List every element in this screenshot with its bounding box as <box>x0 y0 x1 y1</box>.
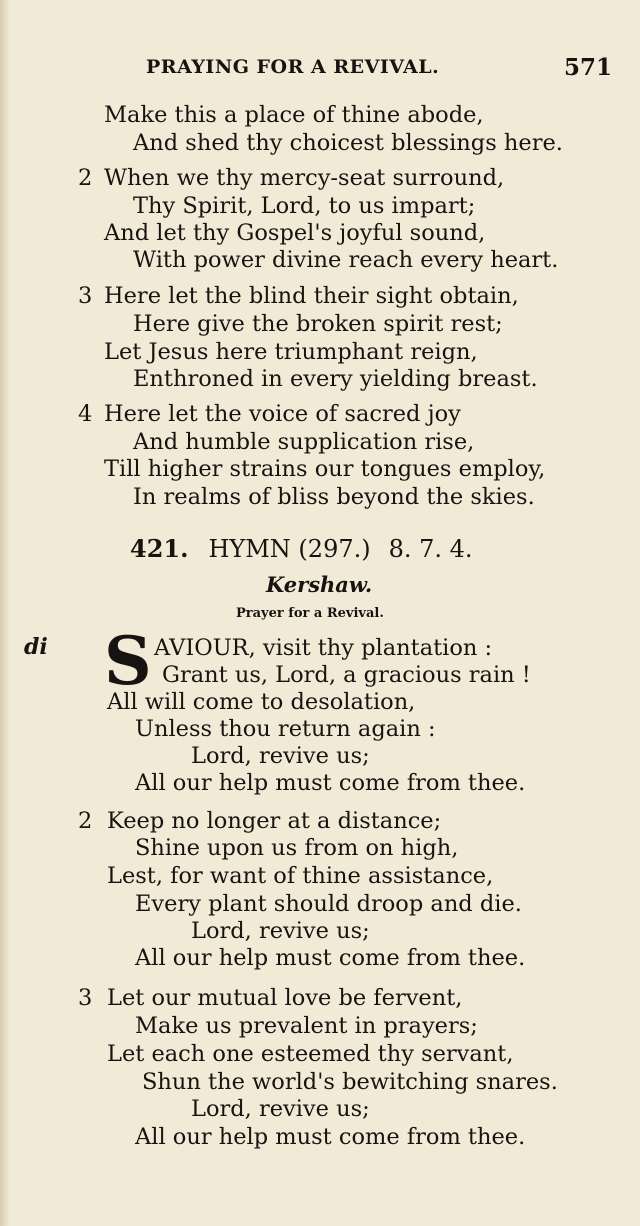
verse-line: AVIOUR, visit thy plantation : <box>154 635 493 661</box>
verse-line: Here give the broken spirit rest; <box>133 311 503 337</box>
verse-line: Shine upon us from on high, <box>135 835 459 861</box>
hymn-number: 421. <box>130 534 189 563</box>
verse-number: 3 <box>78 985 93 1011</box>
tune-name: Kershaw. <box>266 572 373 597</box>
verse-line: With power divine reach every heart. <box>133 247 559 273</box>
verse-line: Till higher strains our tongues employ, <box>104 456 546 482</box>
hymn-subject: Prayer for a Revival. <box>236 606 384 621</box>
hymn-meter: 8. 7. 4. <box>388 535 473 563</box>
margin-note: di <box>24 634 48 660</box>
verse-line: Unless thou return again : <box>135 716 436 742</box>
verse-line: Make this a place of thine abode, <box>104 102 484 128</box>
verse-number: 3 <box>78 283 93 309</box>
verse-line: All our help must come from thee. <box>135 945 526 971</box>
verse-line: Make us prevalent in prayers; <box>135 1013 478 1039</box>
verse-line: Let Jesus here triumphant reign, <box>104 339 478 365</box>
verse-line: Thy Spirit, Lord, to us impart; <box>133 193 476 219</box>
drop-cap: S <box>104 622 152 700</box>
page-number: 571 <box>564 54 613 81</box>
verse-line: And shed thy choicest blessings here. <box>133 130 563 156</box>
verse-line: Grant us, Lord, a gracious rain ! <box>162 662 531 688</box>
verse-line: Lest, for want of thine assistance, <box>107 863 494 889</box>
verse-line: Let each one esteemed thy servant, <box>107 1041 514 1067</box>
verse-line: All our help must come from thee. <box>135 770 526 796</box>
verse-line: All our help must come from thee. <box>135 1124 526 1150</box>
verse-line: Every plant should droop and die. <box>135 891 522 917</box>
verse-line: And let thy Gospel's joyful sound, <box>104 220 486 246</box>
verse-number: 4 <box>78 401 93 427</box>
verse-line: Lord, revive us; <box>191 1096 370 1122</box>
hymn-label: HYMN (297.) <box>208 535 371 563</box>
verse-line: Here let the voice of sacred joy <box>104 401 461 427</box>
verse-line: Keep no longer at a distance; <box>107 808 442 834</box>
page-binding-edge <box>0 0 10 1226</box>
verse-number: 2 <box>78 165 93 191</box>
hymn-heading <box>130 534 473 563</box>
running-head: PRAYING FOR A REVIVAL. <box>146 56 440 78</box>
verse-line: Here let the blind their sight obtain, <box>104 283 519 309</box>
verse-line: And humble supplication rise, <box>133 429 475 455</box>
verse-number: 2 <box>78 808 93 834</box>
verse-line: All will come to desolation, <box>107 689 416 715</box>
verse-line: Let our mutual love be fervent, <box>107 985 463 1011</box>
verse-line: Lord, revive us; <box>191 918 370 944</box>
verse-line: Shun the world's bewitching snares. <box>142 1069 558 1095</box>
verse-line: In realms of bliss beyond the skies. <box>133 484 535 510</box>
verse-line: Enthroned in every yielding breast. <box>133 366 538 392</box>
verse-line: Lord, revive us; <box>191 743 370 769</box>
verse-line: When we thy mercy-seat surround, <box>104 165 505 191</box>
